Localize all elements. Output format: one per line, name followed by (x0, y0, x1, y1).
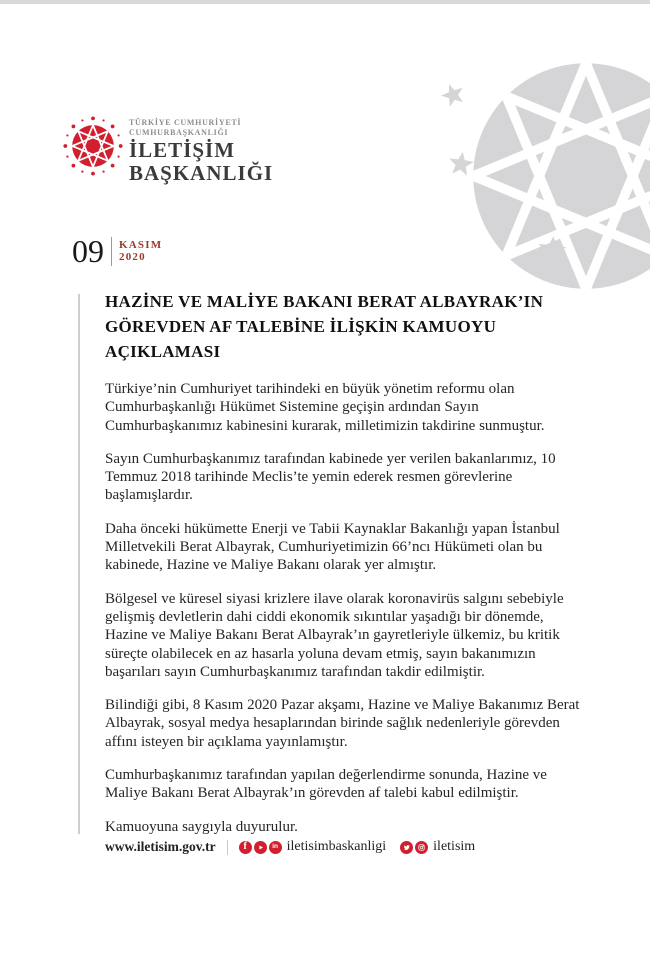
content-left-rule (78, 294, 80, 834)
statement-title (105, 289, 583, 364)
decorative-star-icon (480, 195, 516, 231)
footer (105, 839, 489, 855)
social-handle-main: iletisimbaskanligi (286, 839, 387, 854)
decorative-star-icon (436, 78, 469, 111)
org-line-2: CUMHURBAŞKANLIĞI (129, 128, 229, 137)
twitter-icon (400, 841, 413, 854)
statement-paragraph: Cumhurbaşkanımız tarafından yapılan değerlendirme sonunda, Hazine ve Maliye Bakanı Berat Albayrak’ın görevden af talebi kabul edilmiştir. (105, 767, 547, 802)
statement-paragraph: Daha önceki hükümette Enerji ve Tabii Kaynaklar Bakanlığı yapan İstanbul Milletvekili Berat Albayrak, Cumhuriyetimizin 66’ncı Hükümeti olan bu kabinede, Hazine ve Maliye Bakanı olarak yer almıştır. (105, 520, 560, 574)
website-url: www.iletisim.gov.tr (105, 839, 216, 854)
instagram-icon (415, 841, 428, 854)
linkedin-icon: in (269, 841, 282, 854)
decorative-star-icon (445, 148, 477, 180)
statement-paragraph: Türkiye’nin Cumhuriyet tarihindeki en büyük yönetim reformu olan Cumhurbaşkanlığı Hükümet Sistemine geçişin ardından Sayın Cumhurbaşkanımız kabinesini kurarak, milletimizin takdirine sunmuştur. (105, 381, 545, 434)
statement-paragraph: Kamuoyuna saygıyla duyurulur. (105, 818, 298, 835)
statement-title-line-2: GÖREVDEN AF TALEBİNE İLİŞKİN KAMUOYU AÇIKLAMASI (105, 317, 497, 361)
date-year: 2020 (119, 251, 146, 263)
iletisim-baskanligi-logo-icon (62, 112, 124, 180)
statement-paragraph: Sayın Cumhurbaşkanımız tarafından kabinede yer verilen bakanlarımız, 10 Temmuz 2018 tarihinde Meclis’te yemin ederek resmen görevlerine başlamışlardır. (105, 450, 556, 504)
brand-wordmark (129, 118, 273, 184)
org-name-line-1: İLETİŞİM (129, 138, 236, 162)
statement-body (105, 289, 583, 851)
statement-paragraph: Bölgesel ve küresel siyasi krizlere ilave olarak koronavirüs salgını sebebiyle gelişmiş devletlerin dahi ciddi ekonomik sıkıntılar yaşadığı bir dönemde, Hazine ve Maliye Bakanı Berat Albayrak’ın gayretleriyle ülkemiz, bu kritik süreçte olabilecek en az hasarla yoluna devam etmiş, sayın bakanımızın başarıları sayın Cumhurbaşkanımız tarafından takdir edilmiştir. (105, 590, 564, 680)
date-month: KASIM (119, 239, 163, 251)
social-icons-main (239, 841, 282, 854)
top-edge-strip (0, 0, 650, 4)
statement-title-line-1: HAZİNE VE MALİYE BAKANI BERAT ALBAYRAK’IN (105, 292, 544, 311)
youtube-icon (254, 841, 267, 854)
social-icons-alt (400, 841, 428, 854)
footer-divider (227, 840, 228, 855)
date-divider (111, 237, 112, 266)
org-line-1: TÜRKİYE CUMHURİYETİ (129, 118, 242, 127)
social-handle-alt: iletisim (433, 839, 476, 854)
date-day: 09 (72, 233, 104, 269)
statement-paragraph: Bilindiği gibi, 8 Kasım 2020 Pazar akşamı, Hazine ve Maliye Bakanımız Berat Albayrak, sosyal medya hesaplarından birinde sağlık nedenleriyle görevden affını isteyen bir açıklama yayınlamıştır. (105, 697, 580, 750)
statement-paragraphs (105, 380, 583, 836)
statement-date (72, 234, 162, 268)
facebook-icon: f (239, 841, 252, 854)
org-name-line-2: BAŞKANLIĞI (129, 161, 274, 185)
decorative-star-icon (534, 232, 569, 267)
